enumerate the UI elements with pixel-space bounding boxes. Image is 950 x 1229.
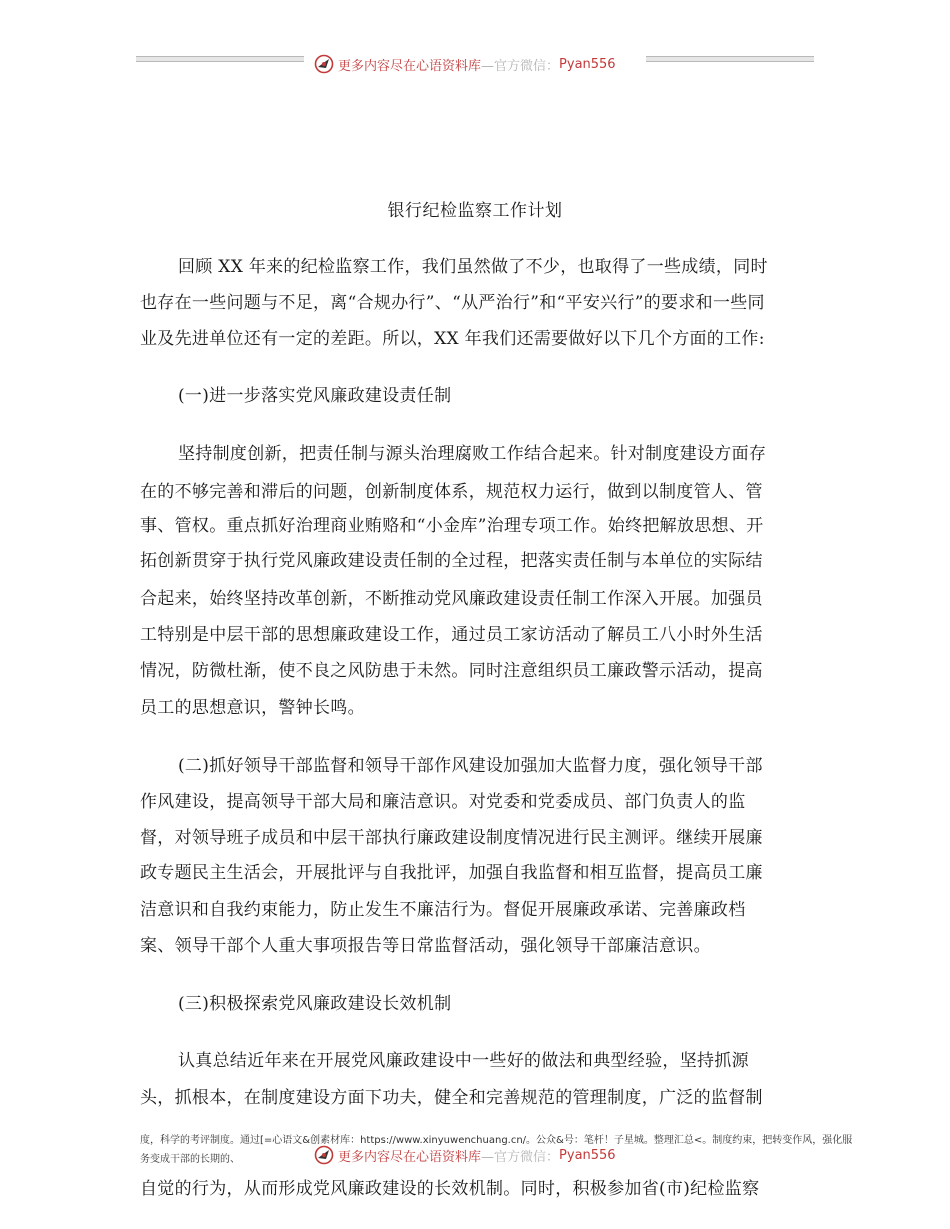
brand-wechat-id: Pyan556 (559, 56, 616, 72)
footer-note: 务变成干部的长期的、 (140, 1154, 240, 1165)
brand-main-text: 更多内容尽在心语资料库 (338, 1149, 482, 1165)
text-line: 督，对领导班子成员和中层干部执行廉政建设制度情况进行民主测评。继续开展廉 (140, 828, 763, 848)
text-line: 头，抓根本，在制度建设方面下功夫，健全和完善规范的管理制度，广泛的监督制 (140, 1088, 763, 1108)
brand-wechat-id: Pyan556 (559, 1147, 616, 1163)
text-line: 自觉的行为，从而形成党风廉政建设的长效机制。同时，积极参加省(市)纪检监察 (140, 1179, 760, 1199)
header-divider-left (136, 56, 304, 62)
text-line: 员工的思想意识，警钟长鸣。 (140, 698, 365, 718)
footer-watermark (314, 1145, 616, 1165)
brand-sub-text: —官方微信： (481, 1149, 560, 1165)
brand-sub-text: —官方微信： (481, 58, 560, 74)
section-heading: (三)积极探索党风廉政建设长效机制 (178, 994, 452, 1014)
header-divider-right (646, 56, 814, 62)
text-line: 合起来，始终坚持改革创新，不断推动党风廉政建设责任制工作深入开展。加强员 (140, 589, 763, 609)
text-line: 事、管权。重点抓好治理商业贿赂和“小金库”治理专项工作。始终把解放思想、开 (140, 516, 764, 536)
text-line: 工特别是中层干部的思想廉政建设工作，通过员工家访活动了解员工八小时外生活 (140, 625, 763, 645)
text-line: (二)抓好领导干部监督和领导干部作风建设加强加大监督力度，强化领导干部 (178, 756, 763, 776)
text-line: 案、领导干部个人重大事项报告等日常监督活动，强化领导干部廉洁意识。 (140, 936, 711, 956)
text-line: 回顾 XX 年来的纪检监察工作，我们虽然做了不少，也取得了一些成绩，同时 (178, 257, 768, 277)
header-watermark (314, 54, 616, 74)
section-heading: (一)进一步落实党风廉政建设责任制 (178, 386, 452, 406)
text-line: 情况，防微杜渐，使不良之风防患于未然。同时注意组织员工廉政警示活动，提高 (140, 661, 763, 681)
text-line: 政专题民主生活会，开展批评与自我批评，加强自我监督和相互监督，提高员工廉 (140, 863, 763, 883)
brand-main-text: 更多内容尽在心语资料库 (338, 58, 482, 74)
text-line: 坚持制度创新，把责任制与源头治理腐败工作结合起来。针对制度建设方面存 (178, 444, 767, 464)
text-line: 作风建设，提高领导干部大局和廉洁意识。对党委和党委成员、部门负责人的监 (140, 792, 746, 812)
text-line: 拓创新贯穿于执行党风廉政建设责任制的全过程，把落实责任制与本单位的实际结 (140, 551, 763, 571)
page-title: 银行纪检监察工作计划 (387, 201, 563, 221)
brand-logo-icon (314, 54, 334, 74)
text-line: 认真总结近年来在开展党风廉政建设中一些好的做法和典型经验，坚持抓源 (178, 1051, 749, 1071)
footer-note: 度，科学的考评制度。通过[=心语文&创素材库：https://www.xinyuwenchuang.cn/。公众&号：笔杆！子星城。整理汇总<。制度约束，把转变作风，强化服 (140, 1135, 853, 1146)
brand-logo-icon (314, 1145, 334, 1165)
text-line: 业及先进单位还有一定的差距。所以，XX 年我们还需要做好以下几个方面的工作: (140, 329, 765, 349)
text-line: 也存在一些问题与不足，离“合规办行”、“从严治行”和“平安兴行”的要求和一些同 (140, 293, 765, 313)
text-line: 洁意识和自我约束能力，防止发生不廉洁行为。督促开展廉政承诺、完善廉政档 (140, 900, 746, 920)
text-line: 在的不够完善和滞后的问题，创新制度体系，规范权力运行，做到以制度管人、管 (140, 482, 763, 502)
